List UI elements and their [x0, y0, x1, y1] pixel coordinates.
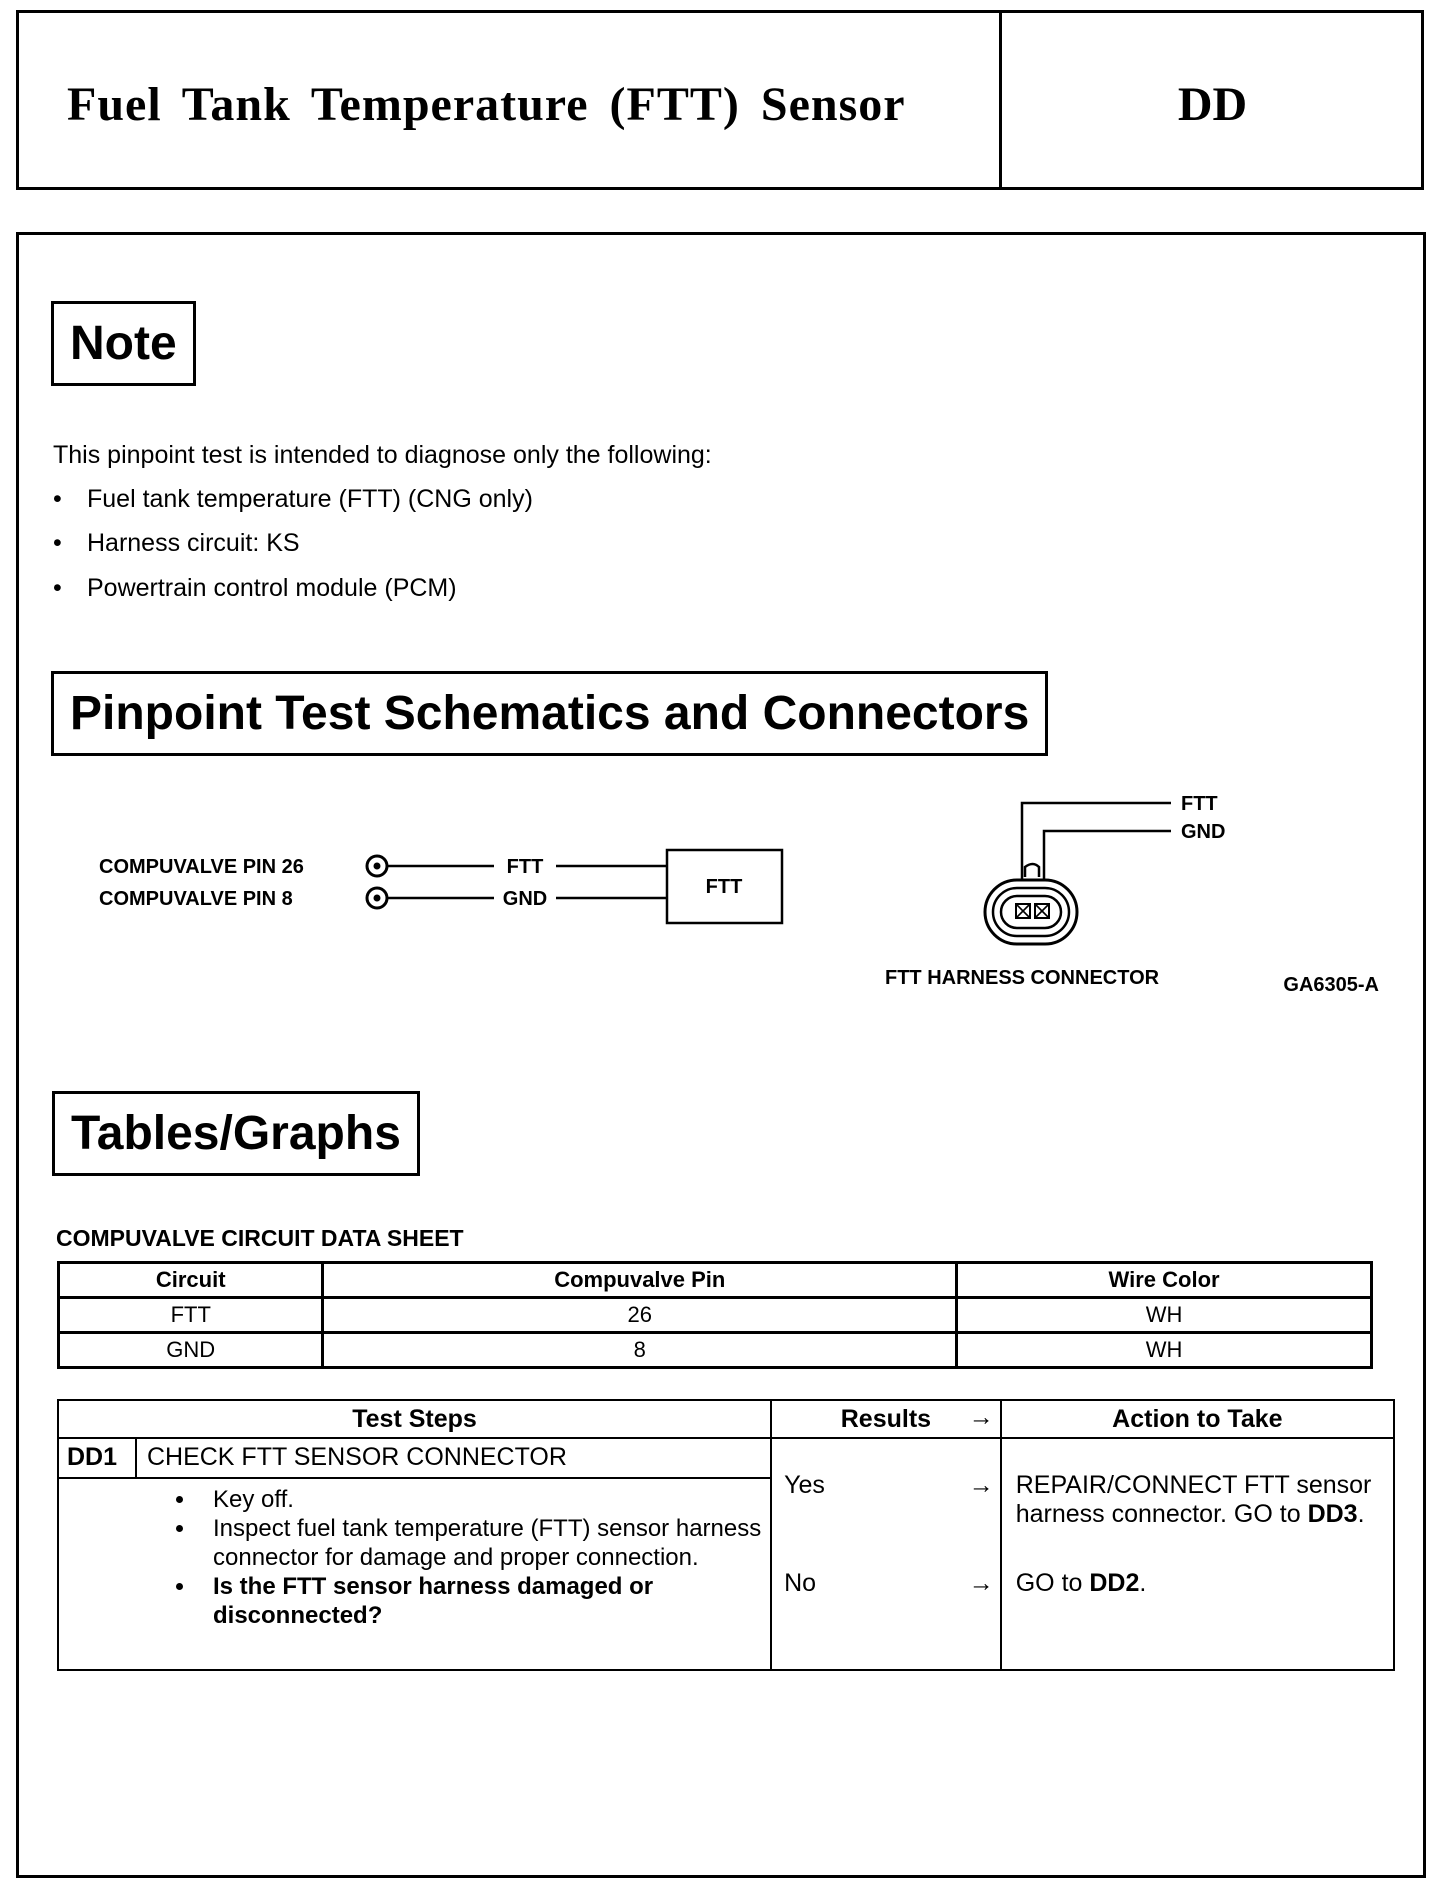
column-header: Circuit: [59, 1263, 323, 1298]
note-heading: Note: [51, 301, 196, 386]
arrow-icon: →: [968, 1403, 994, 1431]
arrow-icon: →: [968, 1471, 994, 1499]
circuit-data-table: [57, 1261, 1373, 1369]
note-bullet: • Harness circuit: KS: [53, 529, 300, 557]
table-cell: WH: [957, 1298, 1372, 1333]
ftt-sensor-label: FTT: [705, 876, 743, 898]
pin8-label: COMPUVALVE PIN 8: [99, 888, 293, 910]
test-steps-header: Test Steps: [58, 1400, 771, 1438]
result-no: No →: [784, 1569, 994, 1597]
column-header: Wire Color: [957, 1263, 1372, 1298]
connector-caption: FTT HARNESS CONNECTOR: [885, 967, 1160, 989]
table-cell: GND: [59, 1333, 323, 1368]
result-yes: Yes →: [784, 1471, 994, 1499]
page-header: [16, 10, 1424, 190]
table-cell: WH: [957, 1333, 1372, 1368]
table-cell: FTT: [59, 1298, 323, 1333]
table-row: [58, 1438, 1394, 1478]
connector-gnd-label: GND: [1181, 821, 1226, 843]
action-no: GO to DD2.: [1015, 1569, 1147, 1597]
note-intro: This pinpoint test is intended to diagnose only the following:: [53, 441, 712, 469]
table-row: [59, 1298, 1372, 1333]
action-header: Action to Take: [1001, 1400, 1394, 1438]
step-body: [58, 1478, 771, 1670]
data-sheet-title: COMPUVALVE CIRCUIT DATA SHEET: [56, 1225, 464, 1251]
step-title: CHECK FTT SENSOR CONNECTOR: [136, 1438, 771, 1478]
step-id: DD1: [58, 1438, 136, 1478]
action-yes: REPAIR/CONNECT FTT sensor harness connector. GO to DD3.: [1015, 1471, 1372, 1528]
table-cell: 26: [323, 1298, 957, 1333]
figure-id: GA6305-A: [1283, 974, 1379, 996]
note-bullet: • Powertrain control module (PCM): [53, 574, 457, 602]
step-bullet: • Key off.: [197, 1485, 770, 1514]
harness-connector-icon: [985, 864, 1077, 944]
note-bullet: • Fuel tank temperature (FTT) (CNG only): [53, 485, 533, 513]
ftt-wire-label: FTT: [506, 856, 544, 878]
column-header: Compuvalve Pin: [323, 1263, 957, 1298]
step-link-dd3: DD3: [1307, 1500, 1358, 1528]
gnd-wire-label: GND: [502, 888, 548, 910]
table-header-row: [59, 1263, 1372, 1298]
connector-ftt-label: FTT: [1181, 795, 1218, 815]
test-steps-table: [57, 1399, 1395, 1671]
page-title: Fuel Tank Temperature (FTT) Sensor: [67, 78, 906, 131]
step-bullet: • Inspect fuel tank temperature (FTT) sensor harness connector for damage and proper connection.: [197, 1514, 770, 1572]
arrow-icon: →: [968, 1569, 994, 1597]
tables-heading: Tables/Graphs: [52, 1091, 420, 1176]
schematic-diagram: [19, 795, 1423, 1055]
table-cell: 8: [323, 1333, 957, 1368]
step-link-dd2: DD2: [1089, 1569, 1140, 1597]
table-header-row: [58, 1400, 1394, 1438]
content-frame: [16, 232, 1426, 1878]
schematics-heading: Pinpoint Test Schematics and Connectors: [51, 671, 1048, 756]
results-cell: [771, 1438, 1001, 1670]
section-code: DD: [1177, 78, 1248, 131]
results-header: Results →: [771, 1400, 1001, 1438]
pin26-label: COMPUVALVE PIN 26: [99, 856, 304, 878]
step-question: • Is the FTT sensor harness damaged or disconnected?: [197, 1572, 770, 1630]
action-cell: [1001, 1438, 1394, 1670]
table-row: [59, 1333, 1372, 1368]
